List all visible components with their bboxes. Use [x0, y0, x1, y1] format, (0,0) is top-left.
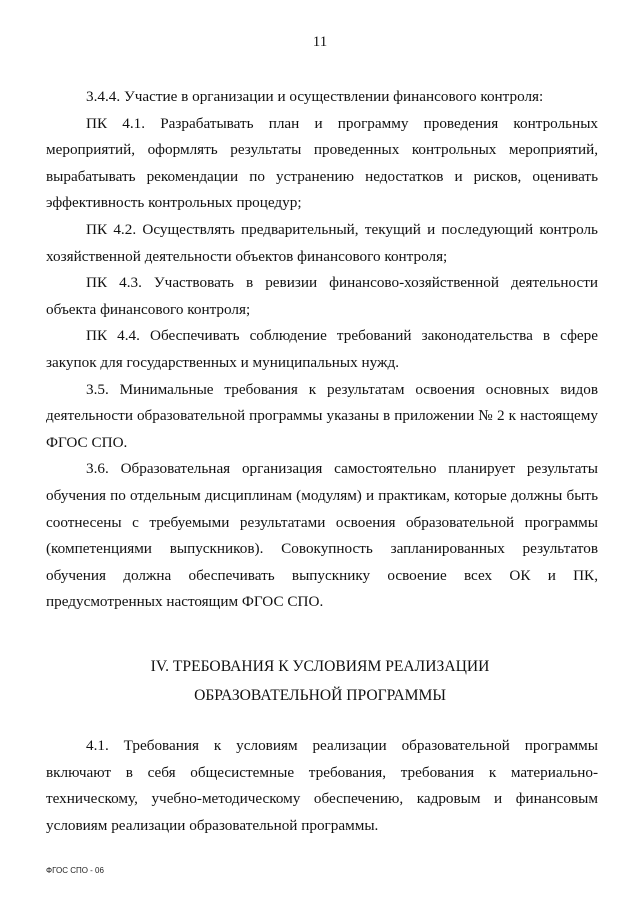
section-body — [46, 733, 598, 839]
section-heading-line-2: ОБРАЗОВАТЕЛЬНОЙ ПРОГРАММЫ — [194, 687, 446, 704]
paragraph-3-6: 3.6. Образовательная организация самостоятельно планирует результаты обучения по отдельным дисциплинам (модулям) и практикам, которые должны быть соотнесены с требуемыми результатами освоения образовательной программы (компетенциями выпускников). Совокупность запланированных результатов обучения должна обеспечивать выпускнику освоение всех ОК и ПК, предусмотренных настоящим ФГОС СПО. — [46, 460, 598, 611]
paragraph-pk-4-2: ПК 4.2. Осуществлять предварительный, текущий и последующий контроль хозяйственной деятельности объектов финансового контроля; — [46, 220, 598, 265]
paragraph-3-4-4: 3.4.4. Участие в организации и осуществлении финансового контроля: — [86, 88, 544, 105]
document-body — [46, 84, 598, 616]
paragraph-3-5: 3.5. Минимальные требования к результатам освоения основных видов деятельности образовательной программы указаны в приложении № 2 к настоящему ФГОС СПО. — [46, 380, 598, 451]
paragraph-pk-4-4: ПК 4.4. Обеспечивать соблюдение требований законодательства в сфере закупок для государственных и муниципальных нужд. — [46, 327, 598, 371]
footer-label: ФГОС СПО - 06 — [46, 866, 104, 875]
paragraph-4-1: 4.1. Требования к условиям реализации образовательной программы включают в себя общесистемные требования, требования к материально-техническому, учебно-методическому обеспечению, кадровым и финансовым условиям реализации образовательной программы. — [46, 737, 598, 834]
paragraph-pk-4-3: ПК 4.3. Участвовать в ревизии финансово-хозяйственной деятельности объекта финансового контроля; — [46, 274, 598, 318]
page-number: 11 — [312, 34, 328, 50]
section-heading-line-1: IV. ТРЕБОВАНИЯ К УСЛОВИЯМ РЕАЛИЗАЦИИ — [150, 658, 490, 675]
paragraph-pk-4-1: ПК 4.1. Разрабатывать план и программу проведения контрольных мероприятий, оформлять результаты проведенных контрольных мероприятий, вырабатывать рекомендации по устранению недостатков и рисков, оценивать эффективность контрольных процедур; — [46, 114, 598, 212]
section-heading — [0, 652, 640, 710]
